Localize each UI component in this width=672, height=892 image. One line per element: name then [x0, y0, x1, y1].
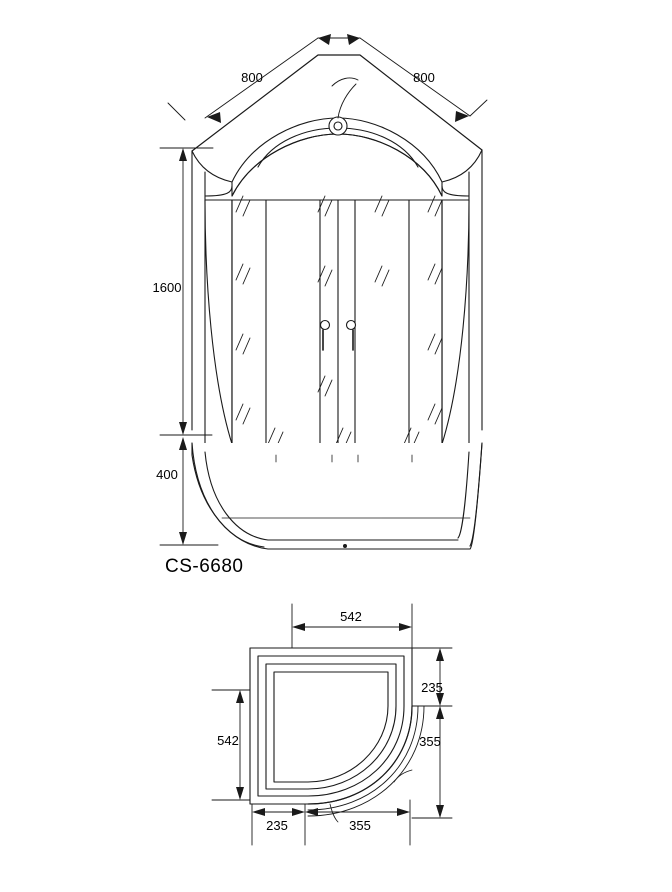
- model-label: CS-6680: [165, 556, 244, 577]
- dim-top-right-width: 800: [413, 70, 435, 85]
- dim-plan-bottom-left: 235: [266, 818, 288, 833]
- dim-plan-right-upper: 235: [421, 680, 443, 695]
- dim-plan-left-height: 542: [217, 733, 239, 748]
- dim-plan-bottom-arc: 355: [349, 818, 371, 833]
- dim-tray-height: 400: [156, 467, 178, 482]
- plan-view: [212, 604, 452, 845]
- dim-plan-right-arc: 355: [419, 734, 441, 749]
- top-dimension-lines: [168, 34, 487, 123]
- front-elevation-view: [160, 34, 487, 549]
- dim-plan-top-width: 542: [340, 609, 362, 624]
- plan-right-dimension-lines: [412, 648, 452, 818]
- dim-glass-height: 1600: [152, 280, 182, 295]
- dim-top-left-width: 800: [241, 70, 263, 85]
